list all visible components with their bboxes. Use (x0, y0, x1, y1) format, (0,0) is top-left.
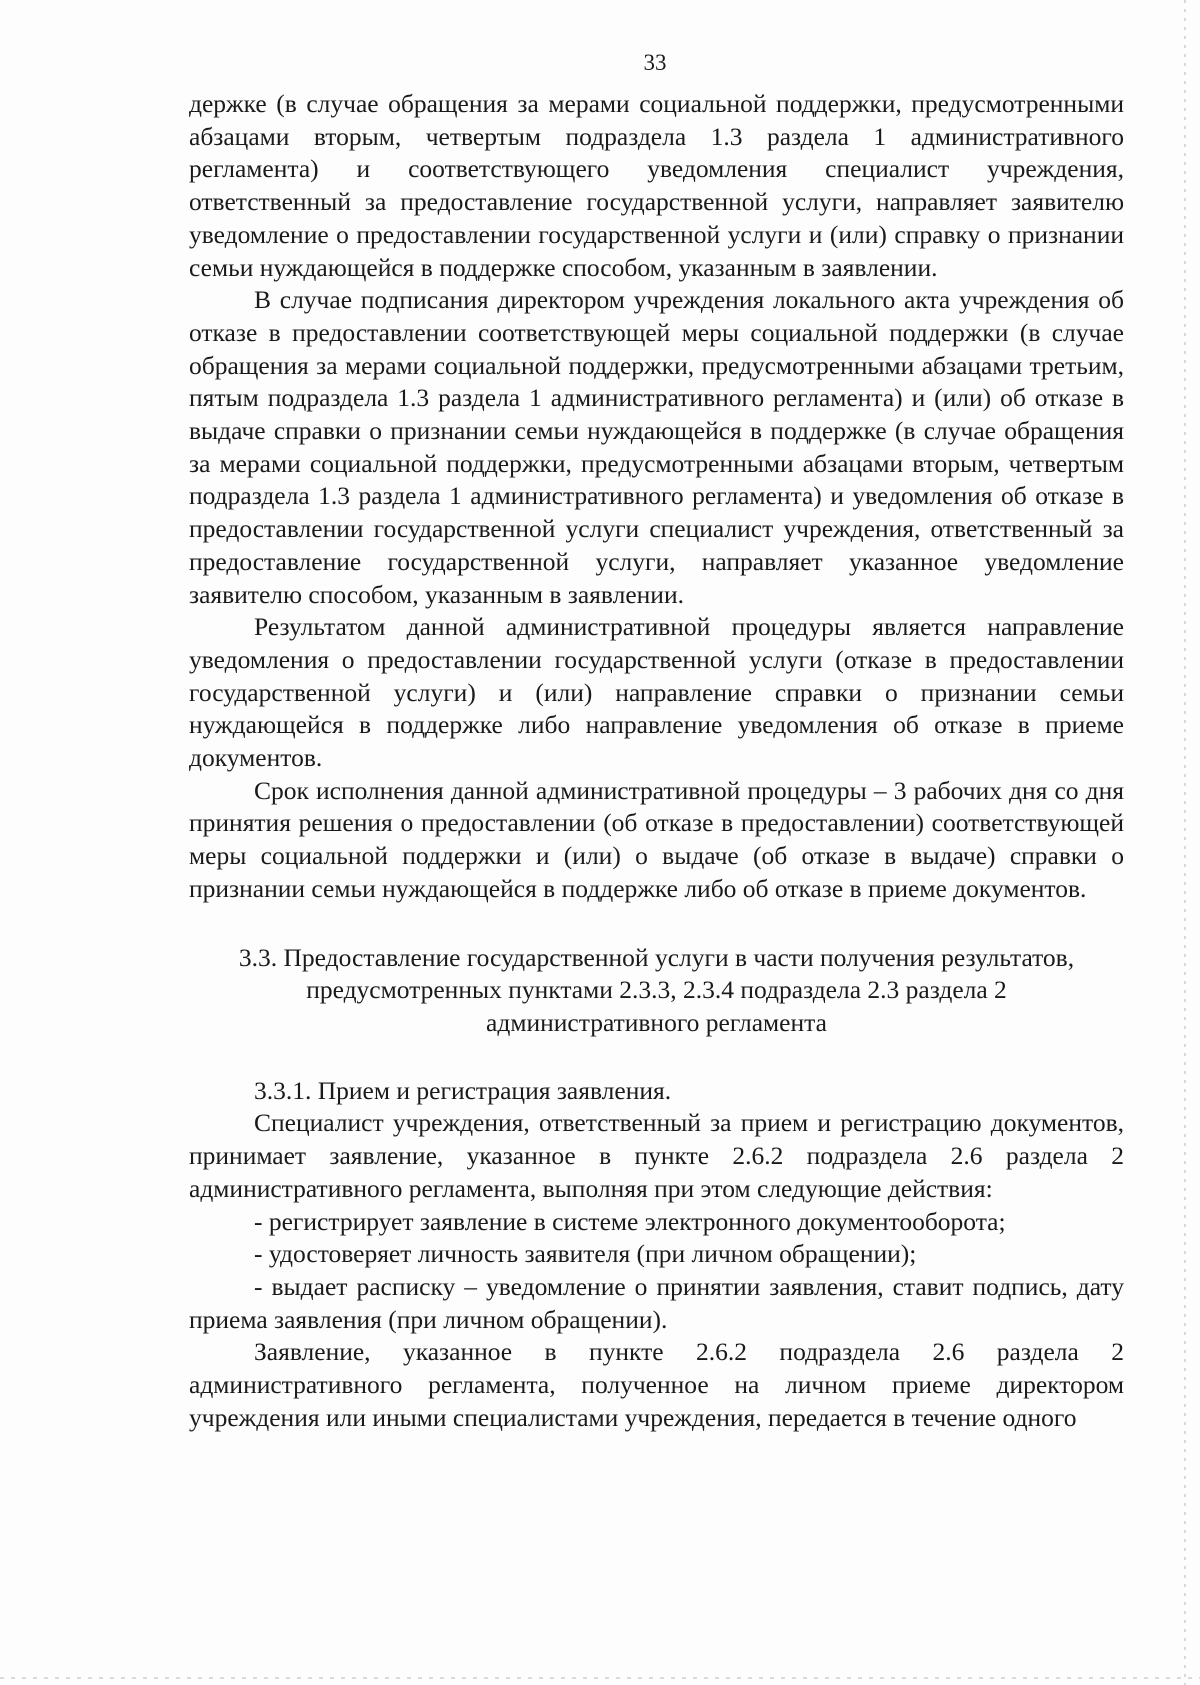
paragraph-refusal: В случае подписания директором учреждения локального акта учреждения об отказе в предоставлении соответствующей меры социальной поддержки (в случае обращения за мерами социальной поддержки, предусмотренными абзацами третьим, пятым подраздела 1.3 раздела 1 административного регламента) и (или) об отказе в выдаче справки о признании семьи нуждающейся в поддержке (в случае обращения за мерами социальной поддержки, предусмотренными абзацами вторым, четвертым подраздела 1.3 раздела 1 административного регламента) и уведомления об отказе в предоставлении государственной услуги специалист учреждения, ответственный за предоставление государственной услуги, направляет указанное уведомление заявителю способом, указанным в заявлении. (189, 285, 1124, 609)
document-body (189, 88, 1124, 1434)
action-item: - регистрирует заявление в системе электронного документооборота; (254, 1206, 1006, 1236)
paragraph-deadline: Срок исполнения данной административной процедуры – 3 рабочих дня со дня принятия решения о предоставлении (об отказе в предоставлении) соответствующей меры социальной поддержки и (или) о выдаче (об отказе в выдаче) справки о признании семьи нуждающейся в поддержке либо об отказе в приеме документов. (189, 775, 1124, 903)
section-heading (189, 942, 1124, 1040)
page-number: 33 (643, 50, 667, 75)
action-item: - выдает расписку – уведомление о принятии заявления, ставит подпись, дату приема заявления (при личном обращении). (189, 1271, 1124, 1334)
paragraph-result: Результатом данной административной процедуры является направление уведомления о предоставлении государственной услуги (отказе в предоставлении государственной услуги) и (или) направление справки о признании семьи нуждающейся в поддержке либо направление уведомления об отказе в приеме документов. (189, 612, 1124, 773)
subsection-title: 3.3.1. Прием и регистрация заявления. (254, 1075, 672, 1105)
heading-line-1: 3.3. Предоставление государственной услуги в части получения результатов, (238, 942, 1075, 972)
subsection-intro: Специалист учреждения, ответственный за прием и регистрацию документов, принимает заявление, указанное в пункте 2.6.2 подраздела 2.6 раздела 2 административного регламента, выполняя при этом следующие действия: (189, 1108, 1124, 1203)
paragraph-continuation: держке (в случае обращения за мерами социальной поддержки, предусмотренными абзацами вторым, четвертым подраздела 1.3 раздела 1 административного регламента) и соответствующего уведомления специалист учреждения, ответственный за предоставление государственной услуги, направляет заявителю уведомление о предоставлении государственной услуги и (или) справку о признании семьи нуждающейся в поддержке способом, указанным в заявлении. (189, 89, 1124, 282)
action-item: - удостоверяет личность заявителя (при личном обращении); (254, 1239, 917, 1269)
scan-edge-right (1184, 0, 1186, 1685)
scan-edge-bottom (0, 1677, 1200, 1679)
heading-line-2: предусмотренных пунктами 2.3.3, 2.3.4 подраздела 2.3 раздела 2 (306, 975, 1007, 1005)
heading-line-3: административного регламента (486, 1007, 827, 1037)
paragraph-closing: Заявление, указанное в пункте 2.6.2 подраздела 2.6 раздела 2 административного регламента, полученное на личном приеме директором учреждения или иными специалистами учреждения, передается в течение одного (189, 1337, 1124, 1432)
